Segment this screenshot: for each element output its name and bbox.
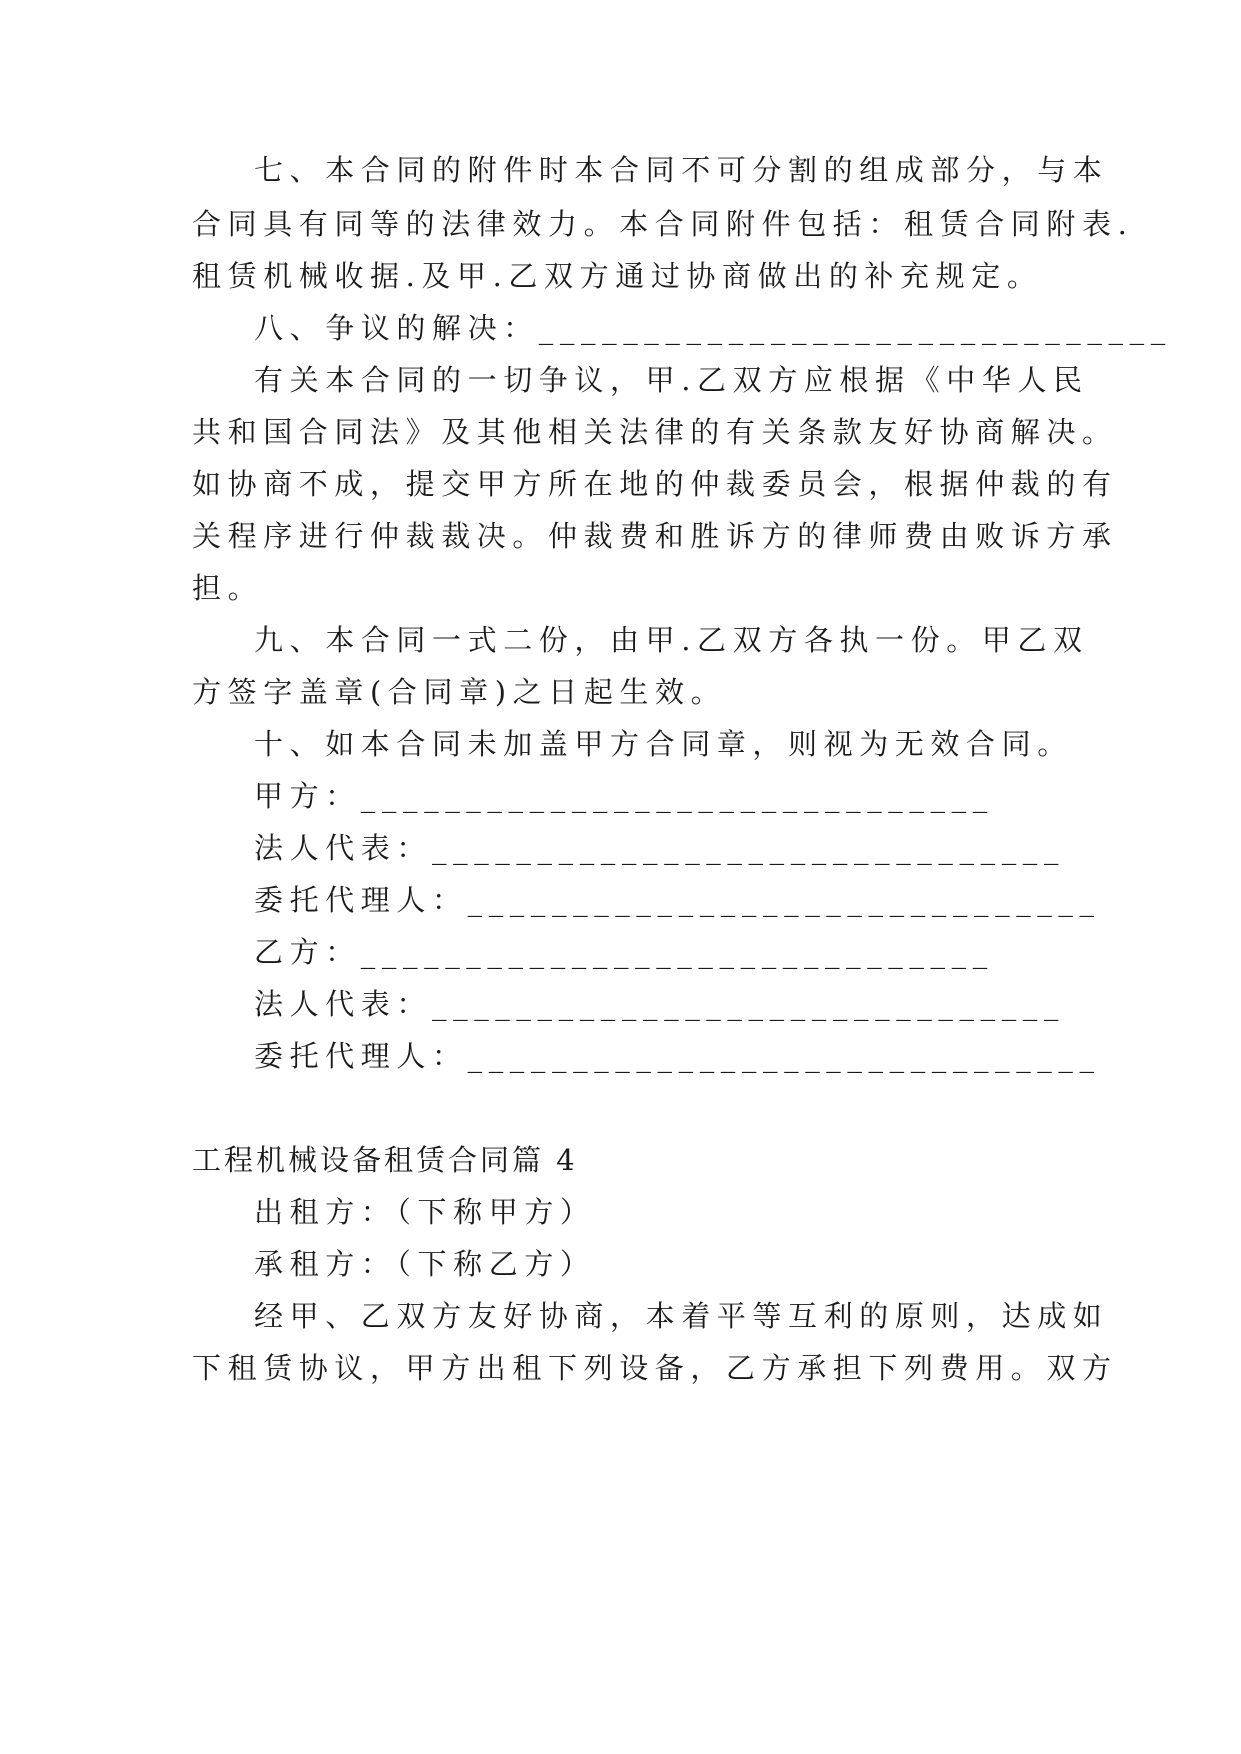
lessor-line: 出租方：（下称甲方） — [254, 1195, 596, 1229]
party-b-signature: 乙方：______________________________ — [254, 935, 994, 969]
dispute-para-line-1: 有关本合同的一切争议，甲.乙双方应根据《中华人民 — [254, 363, 1089, 397]
clause-7-line-3: 租赁机械收据.及甲.乙双方通过协商做出的补充规定。 — [192, 259, 1043, 293]
lessee-line: 承租方：（下称乙方） — [254, 1247, 596, 1281]
clause-7-line-1: 七、本合同的附件时本合同不可分割的组成部分，与本 — [254, 153, 1109, 187]
clause-9-line-1: 九、本合同一式二份，由甲.乙双方各执一份。甲乙双 — [254, 623, 1089, 657]
clause-8-dispute: 八、争议的解决：______________________________ — [254, 311, 1172, 345]
party-b-agent: 委托代理人：______________________________ — [254, 1039, 1101, 1073]
agreement-para-line-1: 经甲、乙双方友好协商，本着平等互利的原则，达成如 — [254, 1299, 1109, 1333]
agreement-para-line-2: 下租赁协议，甲方出租下列设备，乙方承担下列费用。双方 — [192, 1351, 1118, 1385]
party-b-legal-rep: 法人代表：______________________________ — [254, 987, 1065, 1021]
clause-9-line-2: 方签字盖章(合同章)之日起生效。 — [192, 675, 727, 709]
dispute-para-line-3: 如协商不成，提交甲方所在地的仲裁委员会，根据仲裁的有 — [192, 467, 1118, 501]
dispute-para-line-2: 共和国合同法》及其他相关法律的有关条款友好协商解决。 — [192, 415, 1118, 449]
party-a-legal-rep: 法人代表：______________________________ — [254, 831, 1065, 865]
clause-7-line-2: 合同具有同等的法律效力。本合同附件包括：租赁合同附表. — [192, 207, 1134, 241]
party-a-agent: 委托代理人：______________________________ — [254, 883, 1101, 917]
dispute-para-line-5: 担。 — [192, 571, 264, 605]
party-a-signature: 甲方：______________________________ — [254, 779, 994, 813]
clause-10: 十、如本合同未加盖甲方合同章，则视为无效合同。 — [254, 727, 1073, 761]
section-title: 工程机械设备租赁合同篇 4 — [192, 1143, 578, 1177]
dispute-para-line-4: 关程序进行仲裁裁决。仲裁费和胜诉方的律师费由败诉方承 — [192, 519, 1118, 553]
